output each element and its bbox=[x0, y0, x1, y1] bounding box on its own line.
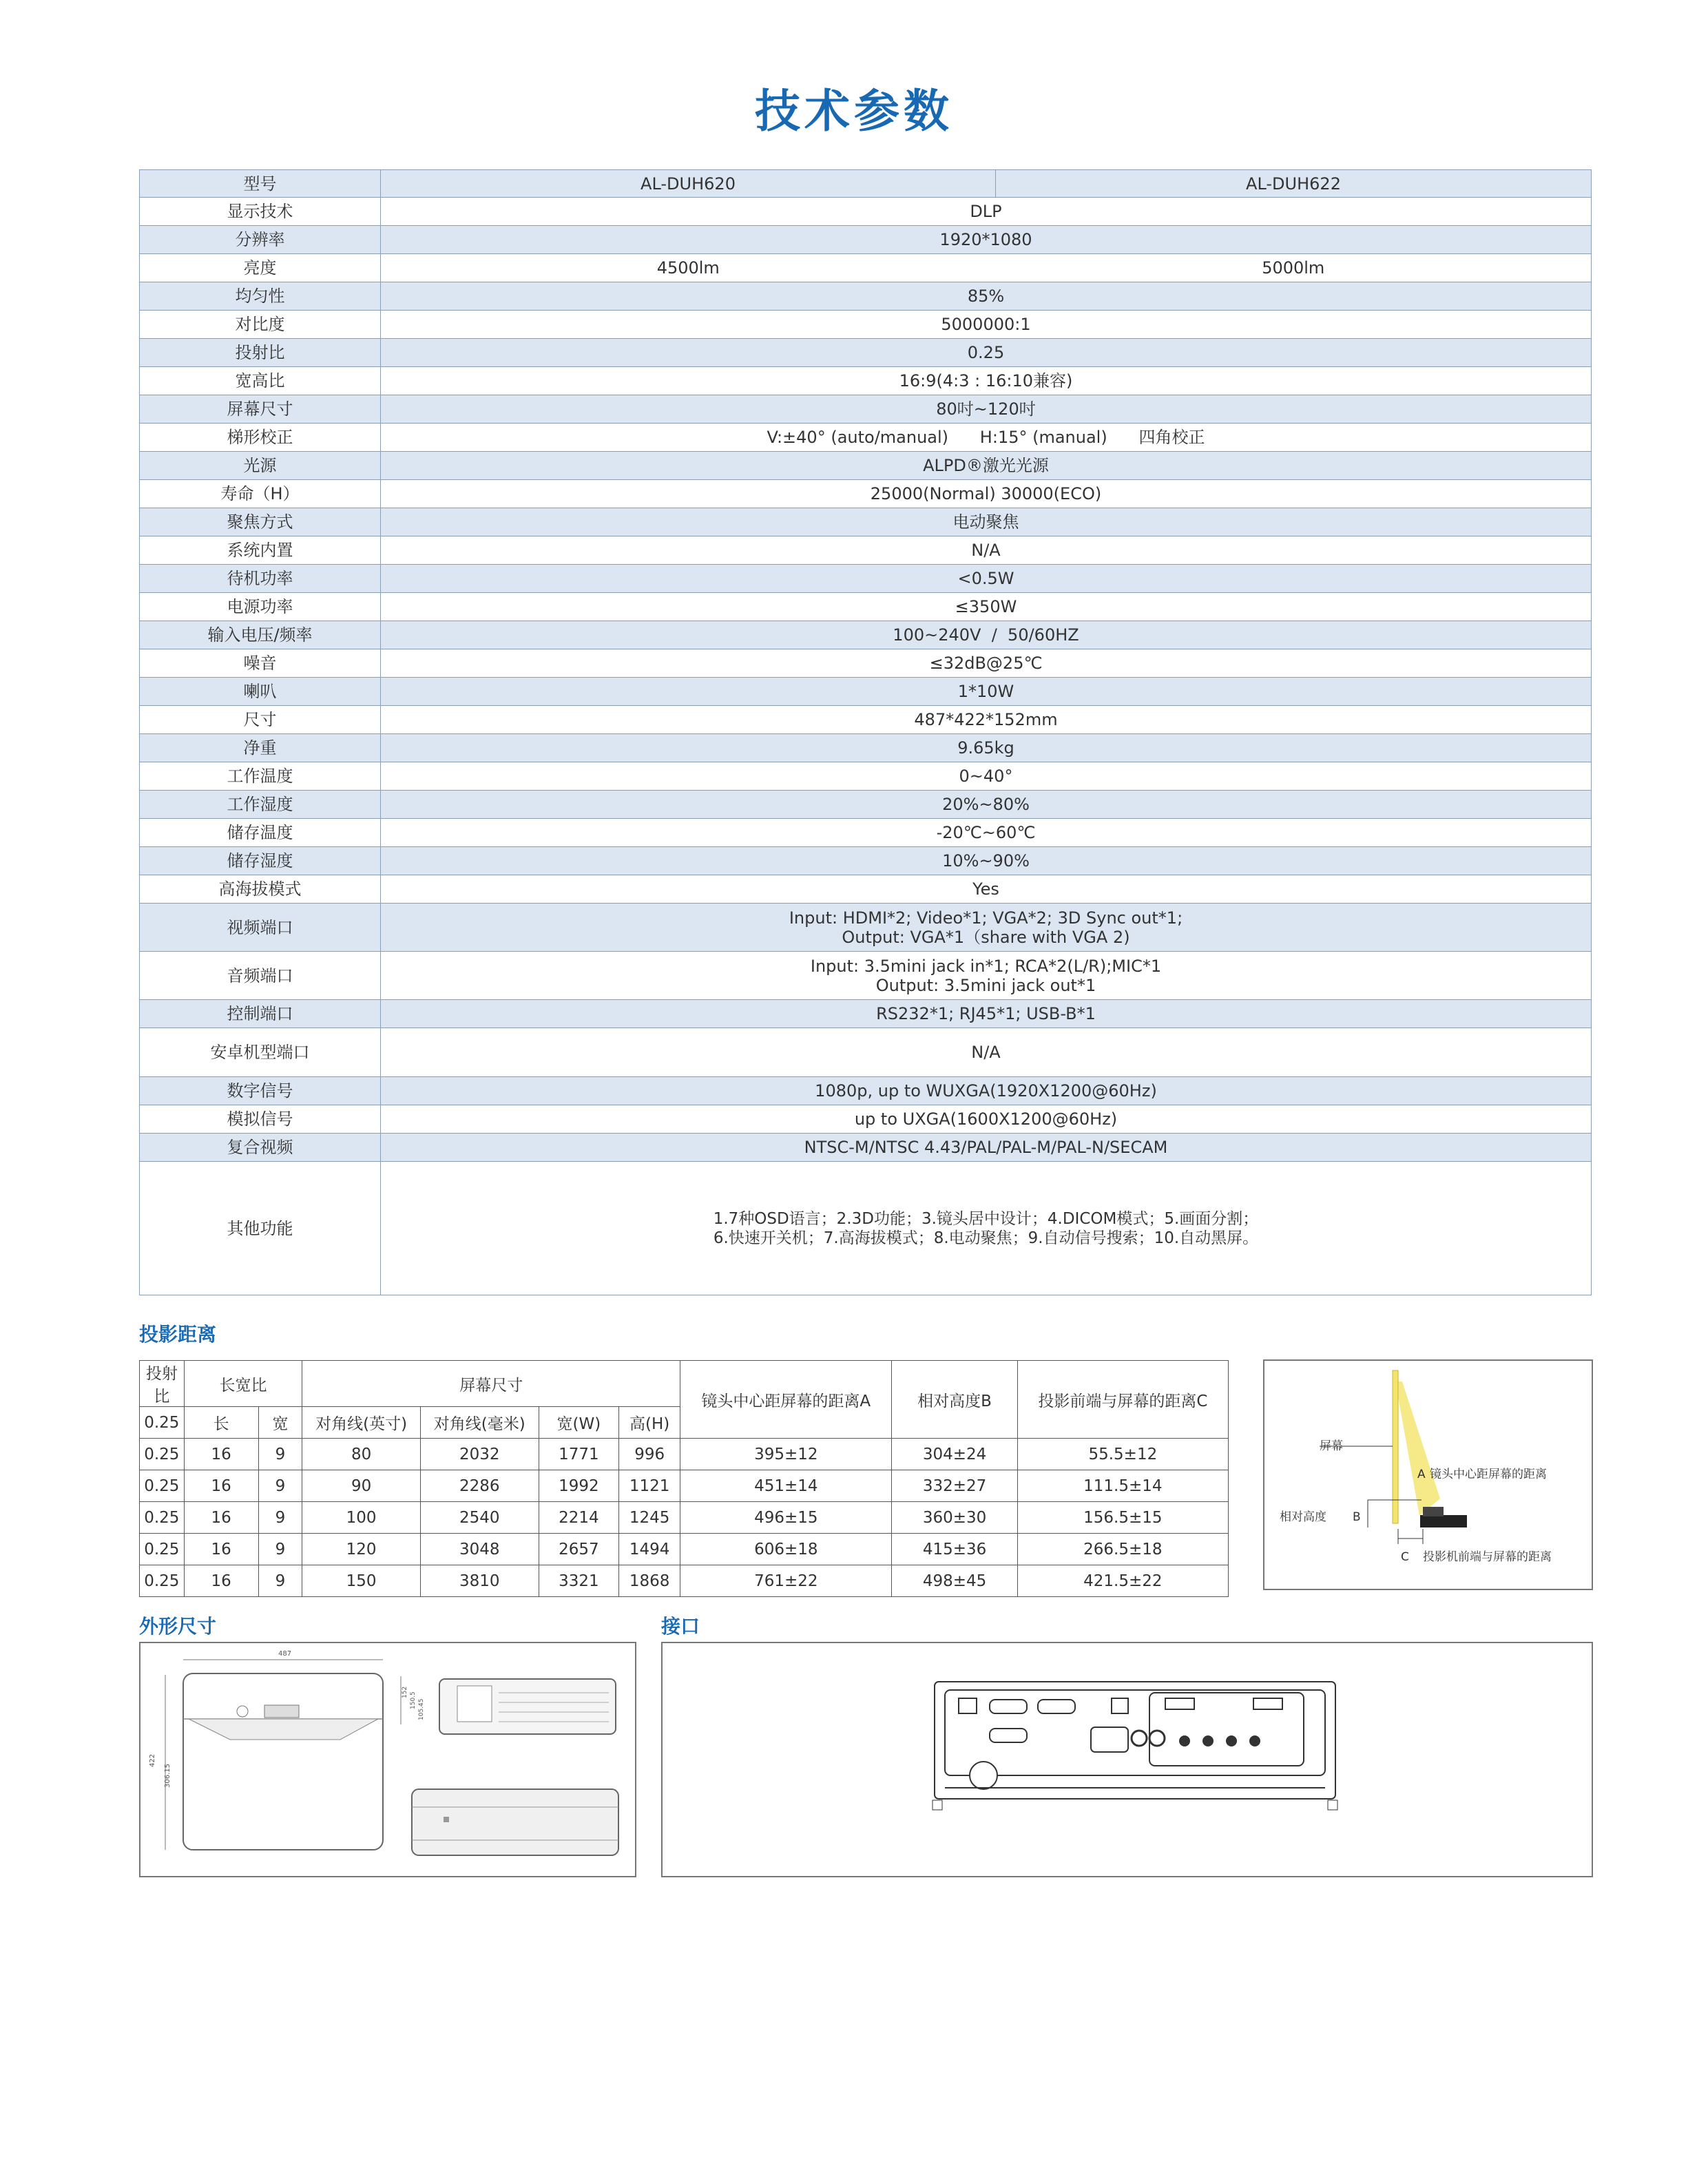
distance-cell: 1771 bbox=[539, 1439, 619, 1470]
distance-cell: 2286 bbox=[420, 1470, 539, 1502]
spec-value: ALPD®激光光源 bbox=[381, 452, 1592, 480]
spec-value: 0~40° bbox=[381, 762, 1592, 791]
spec-row bbox=[140, 875, 1592, 904]
spec-value: RS232*1; RJ45*1; USB-B*1 bbox=[381, 1000, 1592, 1028]
spec-value: V:±40° (auto/manual) H:15° (manual) 四角校正 bbox=[381, 424, 1592, 452]
spec-value-line: Output: VGA*1（share with VGA 2) bbox=[842, 927, 1130, 947]
spec-value-line: Input: HDMI*2; Video*1; VGA*2; 3D Sync out*1; bbox=[789, 908, 1183, 928]
rs232-port-icon bbox=[990, 1729, 1027, 1742]
screen-bar bbox=[1393, 1370, 1398, 1523]
spec-value: 1*10W bbox=[381, 678, 1592, 706]
spec-row-brightness bbox=[140, 254, 1592, 282]
spec-label: 尺寸 bbox=[140, 706, 381, 734]
spec-row bbox=[140, 649, 1592, 678]
subheader-diag-in: 对角线(英寸) bbox=[302, 1407, 421, 1439]
distance-row bbox=[140, 1565, 1229, 1597]
distance-cell: 9 bbox=[258, 1502, 302, 1534]
b-letter: B bbox=[1353, 1510, 1361, 1524]
spec-row bbox=[140, 1105, 1592, 1134]
height-dim-text-1: 152 bbox=[402, 1686, 408, 1698]
dimensions-heading: 外形尺寸 bbox=[139, 1615, 217, 1638]
spec-label: 视频端口 bbox=[140, 904, 381, 952]
spec-label: 电源功率 bbox=[140, 593, 381, 621]
spec-label: 输入电压/频率 bbox=[140, 621, 381, 649]
distance-cell: 120 bbox=[302, 1534, 421, 1565]
distance-cell: 496±15 bbox=[680, 1502, 892, 1534]
distance-cell: 156.5±15 bbox=[1017, 1502, 1228, 1534]
spec-row bbox=[140, 762, 1592, 791]
interfaces-drawing bbox=[661, 1642, 1593, 1877]
spec-label: 高海拔模式 bbox=[140, 875, 381, 904]
a-label: 镜头中心距屏幕的距离 bbox=[1430, 1468, 1547, 1481]
spec-value-line: 1.7种OSD语言；2.3D功能；3.镜头居中设计；4.DICOM模式；5.画面分割； bbox=[713, 1209, 1259, 1228]
subheader-long: 长 bbox=[184, 1407, 258, 1439]
distance-cell: 0.25 bbox=[140, 1439, 185, 1470]
distance-cell: 761±22 bbox=[680, 1565, 892, 1597]
spec-value: -20℃~60℃ bbox=[381, 819, 1592, 847]
distance-cell: 100 bbox=[302, 1502, 421, 1534]
distance-cell: 9 bbox=[258, 1565, 302, 1597]
spec-table bbox=[139, 169, 1592, 1295]
depth-dim-text: 422 bbox=[149, 1753, 156, 1767]
c-letter: C bbox=[1401, 1550, 1409, 1564]
spec-row-video bbox=[140, 904, 1592, 952]
audio-jack-icon bbox=[1202, 1735, 1214, 1746]
usb-b-port-icon bbox=[1112, 1698, 1128, 1713]
spec-value: 电动聚焦 bbox=[381, 508, 1592, 536]
height-label: 相对高度 bbox=[1280, 1510, 1326, 1524]
distance-cell: 150 bbox=[302, 1565, 421, 1597]
distance-cell: 16 bbox=[184, 1534, 258, 1565]
distance-cell: 1992 bbox=[539, 1470, 619, 1502]
spec-value: 0.25 bbox=[381, 339, 1592, 367]
a-letter: A bbox=[1417, 1468, 1426, 1481]
hdmi-port-icon bbox=[1253, 1698, 1282, 1709]
spec-label: 喇叭 bbox=[140, 678, 381, 706]
spec-value: 100~240V / 50/60HZ bbox=[381, 621, 1592, 649]
spec-label: 光源 bbox=[140, 452, 381, 480]
spec-row bbox=[140, 311, 1592, 339]
audio-jack-icon bbox=[1226, 1735, 1237, 1746]
spec-value: up to UXGA(1600X1200@60Hz) bbox=[381, 1105, 1592, 1134]
spec-label: 控制端口 bbox=[140, 1000, 381, 1028]
subheader-wide: 宽 bbox=[258, 1407, 302, 1439]
spec-value: DLP bbox=[381, 198, 1592, 226]
screen-label: 屏幕 bbox=[1320, 1439, 1343, 1453]
page-title: 技术参数 bbox=[755, 85, 953, 138]
height-dim-text-2: 150.5 bbox=[410, 1691, 417, 1709]
distance-cell: 451±14 bbox=[680, 1470, 892, 1502]
spec-row bbox=[140, 508, 1592, 536]
distance-table bbox=[139, 1360, 1229, 1597]
spec-row bbox=[140, 678, 1592, 706]
top-view-lens bbox=[264, 1705, 299, 1718]
distance-cell: 16 bbox=[184, 1565, 258, 1597]
spec-value: 487*422*152mm bbox=[381, 706, 1592, 734]
spec-value: 10%~90% bbox=[381, 847, 1592, 875]
spec-value: N/A bbox=[381, 1028, 1592, 1077]
depth2-dim-text: 306.15 bbox=[164, 1764, 171, 1788]
spec-value-model-a: AL-DUH620 bbox=[381, 170, 996, 198]
spec-label: 数字信号 bbox=[140, 1077, 381, 1105]
distance-cell: 304±24 bbox=[892, 1439, 1017, 1470]
spec-label: 储存湿度 bbox=[140, 847, 381, 875]
spec-row bbox=[140, 1134, 1592, 1162]
spec-row bbox=[140, 734, 1592, 762]
spec-value: 9.65kg bbox=[381, 734, 1592, 762]
spec-row bbox=[140, 621, 1592, 649]
spec-label: 待机功率 bbox=[140, 565, 381, 593]
dimensions-drawing bbox=[139, 1642, 636, 1877]
spec-label: 模拟信号 bbox=[140, 1105, 381, 1134]
spec-label: 分辨率 bbox=[140, 226, 381, 254]
spec-row bbox=[140, 1077, 1592, 1105]
spec-row-audio bbox=[140, 952, 1592, 1000]
distance-cell: 421.5±22 bbox=[1017, 1565, 1228, 1597]
distance-header-row bbox=[140, 1361, 1229, 1407]
spec-value: ≤350W bbox=[381, 593, 1592, 621]
spec-value: 20%~80% bbox=[381, 791, 1592, 819]
header-ratio: 投射比 bbox=[140, 1361, 185, 1407]
spec-row bbox=[140, 282, 1592, 311]
spec-value-line: 6.快速开关机；7.高海拔模式；8.电动聚焦；9.自动信号搜索；10.自动黑屏。 bbox=[713, 1229, 1259, 1247]
spec-row bbox=[140, 791, 1592, 819]
distance-cell: 415±36 bbox=[892, 1534, 1017, 1565]
spec-row bbox=[140, 339, 1592, 367]
projection-diagram-svg bbox=[1264, 1361, 1592, 1589]
distance-row bbox=[140, 1502, 1229, 1534]
rca-port-icon bbox=[1132, 1731, 1147, 1746]
distance-cell: 16 bbox=[184, 1439, 258, 1470]
spec-value: 80吋~120吋 bbox=[381, 395, 1592, 424]
distance-cell: 9 bbox=[258, 1470, 302, 1502]
spec-row bbox=[140, 198, 1592, 226]
spec-value: 25000(Normal) 30000(ECO) bbox=[381, 480, 1592, 508]
distance-cell: 1245 bbox=[619, 1502, 680, 1534]
spec-row bbox=[140, 706, 1592, 734]
spec-row bbox=[140, 226, 1592, 254]
distance-cell: 111.5±14 bbox=[1017, 1470, 1228, 1502]
spec-value: 1080p, up to WUXGA(1920X1200@60Hz) bbox=[381, 1077, 1592, 1105]
spec-row bbox=[140, 367, 1592, 395]
distance-cell: 395±12 bbox=[680, 1439, 892, 1470]
spec-label: 安卓机型端口 bbox=[140, 1028, 381, 1077]
spec-row bbox=[140, 452, 1592, 480]
front-view-shape bbox=[412, 1789, 618, 1855]
spec-label: 复合视频 bbox=[140, 1134, 381, 1162]
spec-value-line: Input: 3.5mini jack in*1; RCA*2(L/R);MIC*1 bbox=[810, 956, 1162, 976]
spec-row bbox=[140, 819, 1592, 847]
distance-row bbox=[140, 1534, 1229, 1565]
distance-cell: 0.25 bbox=[140, 1534, 185, 1565]
spec-row bbox=[140, 395, 1592, 424]
rca-port-icon bbox=[1149, 1731, 1165, 1746]
header-screen: 屏幕尺寸 bbox=[302, 1361, 680, 1407]
distance-row bbox=[140, 1470, 1229, 1502]
spec-row bbox=[140, 536, 1592, 565]
spec-value: 1920*1080 bbox=[381, 226, 1592, 254]
distance-body bbox=[140, 1439, 1229, 1597]
distance-cell: 1494 bbox=[619, 1534, 680, 1565]
spec-label: 宽高比 bbox=[140, 367, 381, 395]
spec-row bbox=[140, 565, 1592, 593]
spec-label: 均匀性 bbox=[140, 282, 381, 311]
spec-row bbox=[140, 424, 1592, 452]
header-lens-a: 镜头中心距屏幕的距离A bbox=[680, 1361, 892, 1439]
spec-value: NTSC-M/NTSC 4.43/PAL/PAL-M/PAL-N/SECAM bbox=[381, 1134, 1592, 1162]
distance-cell: 3048 bbox=[420, 1534, 539, 1565]
distance-cell: 2032 bbox=[420, 1439, 539, 1470]
spec-label: 储存温度 bbox=[140, 819, 381, 847]
spec-label: 噪音 bbox=[140, 649, 381, 678]
spec-label: 净重 bbox=[140, 734, 381, 762]
spec-label: 系统内置 bbox=[140, 536, 381, 565]
spec-value: <0.5W bbox=[381, 565, 1592, 593]
light-beam-shape bbox=[1395, 1381, 1440, 1516]
spec-label: 聚焦方式 bbox=[140, 508, 381, 536]
distance-cell: 55.5±12 bbox=[1017, 1439, 1228, 1470]
distance-cell: 3810 bbox=[420, 1565, 539, 1597]
spec-row bbox=[140, 847, 1592, 875]
spec-value: N/A bbox=[381, 536, 1592, 565]
distance-cell: 3321 bbox=[539, 1565, 619, 1597]
distance-cell: 360±30 bbox=[892, 1502, 1017, 1534]
spec-row bbox=[140, 480, 1592, 508]
distance-cell: 0.25 bbox=[140, 1502, 185, 1534]
spec-value bbox=[381, 904, 1592, 952]
spec-label: 屏幕尺寸 bbox=[140, 395, 381, 424]
spec-value-model-b: AL-DUH622 bbox=[996, 170, 1592, 198]
projection-diagram bbox=[1263, 1359, 1593, 1590]
rear-view-panel bbox=[457, 1686, 492, 1722]
spec-value: 85% bbox=[381, 282, 1592, 311]
distance-cell: 90 bbox=[302, 1470, 421, 1502]
spec-label: 工作温度 bbox=[140, 762, 381, 791]
distance-cell: 80 bbox=[302, 1439, 421, 1470]
distance-cell: 9 bbox=[258, 1534, 302, 1565]
spec-value: ≤32dB@25℃ bbox=[381, 649, 1592, 678]
spec-row-model bbox=[140, 170, 1592, 198]
spec-value-line: Output: 3.5mini jack out*1 bbox=[875, 975, 1096, 995]
height-dim-text-3: 105.45 bbox=[418, 1698, 425, 1720]
power-socket-icon bbox=[970, 1762, 997, 1789]
spec-row-other bbox=[140, 1162, 1592, 1295]
rj45-port-icon bbox=[959, 1698, 977, 1713]
spec-label: 对比度 bbox=[140, 311, 381, 339]
distance-cell: 606±18 bbox=[680, 1534, 892, 1565]
spec-label: 梯形校正 bbox=[140, 424, 381, 452]
c-label: 投影机前端与屏幕的距离 bbox=[1423, 1550, 1552, 1564]
hdmi-port-icon bbox=[1165, 1698, 1194, 1709]
projector-lens-shape bbox=[1423, 1507, 1444, 1516]
spec-label: 寿命（H） bbox=[140, 480, 381, 508]
distance-cell: 0.25 bbox=[140, 1470, 185, 1502]
subheader-diag-mm: 对角线(毫米) bbox=[420, 1407, 539, 1439]
distance-cell: 996 bbox=[619, 1439, 680, 1470]
distance-cell: 2540 bbox=[420, 1502, 539, 1534]
distance-cell: 2657 bbox=[539, 1534, 619, 1565]
distance-cell: 1868 bbox=[619, 1565, 680, 1597]
spec-label: 音频端口 bbox=[140, 952, 381, 1000]
distance-heading: 投影距离 bbox=[139, 1323, 217, 1346]
dimensions-svg bbox=[140, 1643, 635, 1876]
spec-value bbox=[381, 1162, 1592, 1295]
subheader-h: 高(H) bbox=[619, 1407, 680, 1439]
audio-jack-icon bbox=[1179, 1735, 1190, 1746]
spec-value-brightness-a: 4500lm bbox=[381, 254, 996, 282]
distance-cell: 498±45 bbox=[892, 1565, 1017, 1597]
interfaces-heading: 接口 bbox=[661, 1615, 700, 1638]
distance-cell: 332±27 bbox=[892, 1470, 1017, 1502]
spec-label: 投射比 bbox=[140, 339, 381, 367]
spec-row bbox=[140, 593, 1592, 621]
spec-value-brightness-b: 5000lm bbox=[996, 254, 1592, 282]
spec-label: 显示技术 bbox=[140, 198, 381, 226]
spec-value: 16:9(4:3 : 16:10兼容) bbox=[381, 367, 1592, 395]
vga-port-icon bbox=[1038, 1700, 1075, 1713]
top-view-shape bbox=[183, 1673, 383, 1850]
header-aspect: 长宽比 bbox=[184, 1361, 302, 1407]
screw-icon bbox=[1328, 1800, 1337, 1810]
spec-label: 亮度 bbox=[140, 254, 381, 282]
subheader-w: 宽(W) bbox=[539, 1407, 619, 1439]
spec-label: 型号 bbox=[140, 170, 381, 198]
av-port-icon bbox=[1091, 1727, 1128, 1752]
screw-icon bbox=[933, 1800, 942, 1810]
width-dim-text: 487 bbox=[278, 1650, 292, 1658]
header-height-b: 相对高度B bbox=[892, 1361, 1017, 1439]
distance-cell: 16 bbox=[184, 1502, 258, 1534]
projector-shape bbox=[1420, 1515, 1467, 1527]
spec-label: 其他功能 bbox=[140, 1162, 381, 1295]
spec-label: 工作湿度 bbox=[140, 791, 381, 819]
distance-cell: 0.25 bbox=[140, 1565, 185, 1597]
distance-cell: 16 bbox=[184, 1470, 258, 1502]
distance-cell: 266.5±18 bbox=[1017, 1534, 1228, 1565]
distance-cell: 9 bbox=[258, 1439, 302, 1470]
spec-value: 5000000:1 bbox=[381, 311, 1592, 339]
distance-row bbox=[140, 1439, 1229, 1470]
front-view-indicator bbox=[444, 1817, 449, 1822]
distance-cell: 2214 bbox=[539, 1502, 619, 1534]
distance-cell: 1121 bbox=[619, 1470, 680, 1502]
spec-row bbox=[140, 1028, 1592, 1077]
spec-value bbox=[381, 952, 1592, 1000]
subheader-ratio: 0.25 bbox=[140, 1407, 185, 1439]
interfaces-svg bbox=[663, 1643, 1592, 1876]
audio-jack-icon bbox=[1249, 1735, 1260, 1746]
vga-port-icon bbox=[990, 1700, 1027, 1713]
header-front-c: 投影前端与屏幕的距离C bbox=[1017, 1361, 1228, 1439]
spec-value: Yes bbox=[381, 875, 1592, 904]
spec-row bbox=[140, 1000, 1592, 1028]
